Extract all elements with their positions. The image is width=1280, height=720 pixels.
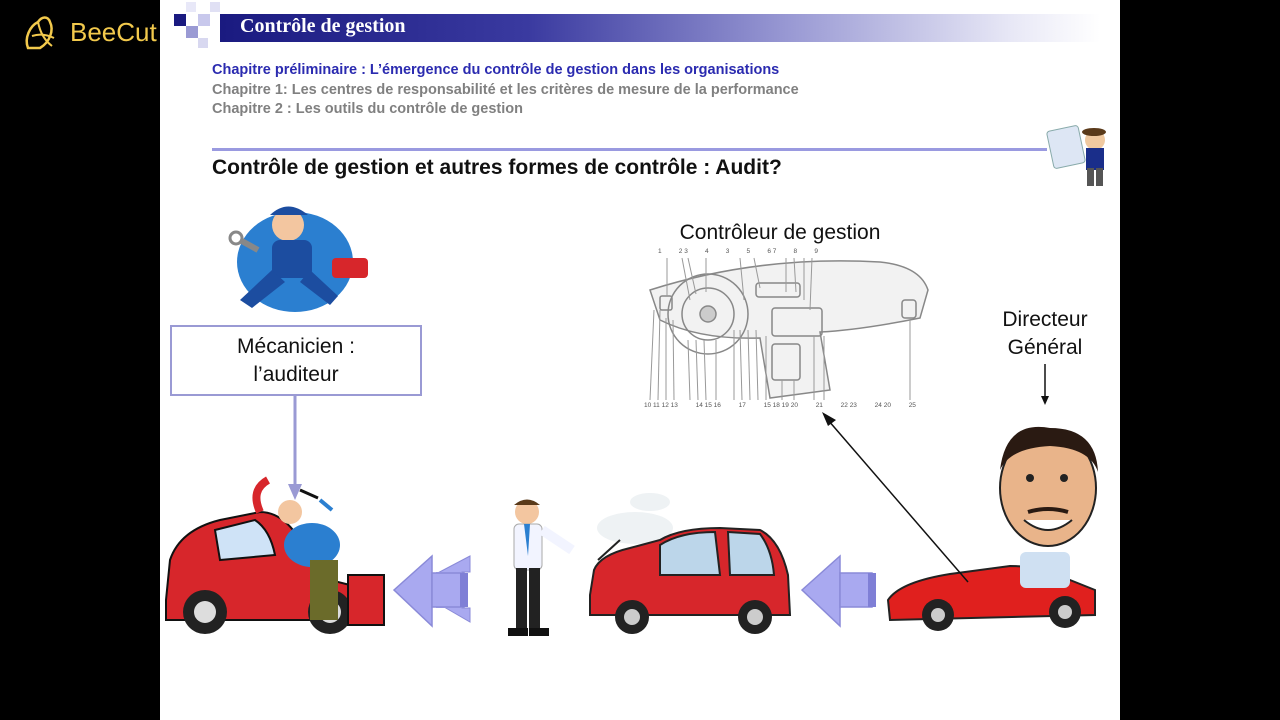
man-on-phone-icon [508, 500, 572, 637]
beecut-watermark [20, 12, 157, 52]
controleur-label: Contrôleur de gestion [679, 221, 881, 244]
dashboard-number: 4 [704, 248, 709, 255]
dashboard-number: 25 [908, 402, 916, 409]
dashboard-number: 14 15 16 [695, 402, 721, 409]
dashboard-number: 21 [815, 402, 823, 409]
dashboard-number: 6 7 [767, 248, 777, 255]
mecanicien-label-line2: l’auditeur [253, 363, 339, 386]
slide-title: Contrôle de gestion [240, 15, 406, 37]
separator-line [212, 148, 1047, 151]
director-to-dashboard-arrowhead [822, 412, 836, 426]
chapter-item: Chapitre 2 : Les outils du contrôle de gestion [212, 101, 523, 117]
chapter-item: Chapitre 1: Les centres de responsabilité et les critères de mesure de la performance [212, 82, 799, 98]
director-car-icon [888, 427, 1098, 631]
dashboard-number: 15 18 19 20 [763, 402, 798, 409]
dashboard-numbers-bottom [644, 402, 916, 409]
flow-arrow-left [394, 556, 470, 626]
slide [160, 0, 1120, 720]
beecut-label: BeeCut [70, 16, 157, 47]
directeur-arrowhead [1041, 396, 1049, 405]
repair-car-icon [166, 480, 384, 634]
dashboard-number: 24 20 [874, 402, 891, 409]
presenter-icon [1046, 125, 1106, 186]
connector-arrowhead [288, 484, 302, 500]
director-to-dashboard-line [828, 420, 968, 582]
dashboard-number: 5 [746, 248, 751, 255]
chapter-item: Chapitre préliminaire : L’émergence du contrôle de gestion dans les organisations [212, 62, 780, 78]
dashboard-number: 10 11 12 13 [644, 402, 678, 409]
dashboard-numbers-top [658, 248, 818, 255]
dashboard-number: 3 [725, 248, 730, 255]
directeur-label-line2: Général [1007, 336, 1083, 359]
dashboard-number: 17 [738, 402, 746, 409]
flow-arrow-right [802, 556, 876, 626]
slide-heading: Contrôle de gestion et autres formes de contrôle : Audit? [212, 156, 782, 179]
dashboard-number: 9 [814, 248, 818, 255]
dashboard-number: 2 3 [678, 248, 688, 255]
directeur-label-line1: Directeur [1002, 308, 1088, 331]
dashboard-number: 1 [658, 248, 662, 255]
mechanic-icon [230, 207, 368, 313]
dashboard-diagram [650, 258, 928, 400]
mecanicien-label-line1: Mécanicien : [237, 335, 355, 358]
broken-car-icon [590, 493, 790, 634]
bee-icon [20, 12, 64, 52]
dashboard-number: 8 [793, 248, 798, 255]
dashboard-number: 22 23 [840, 402, 857, 409]
